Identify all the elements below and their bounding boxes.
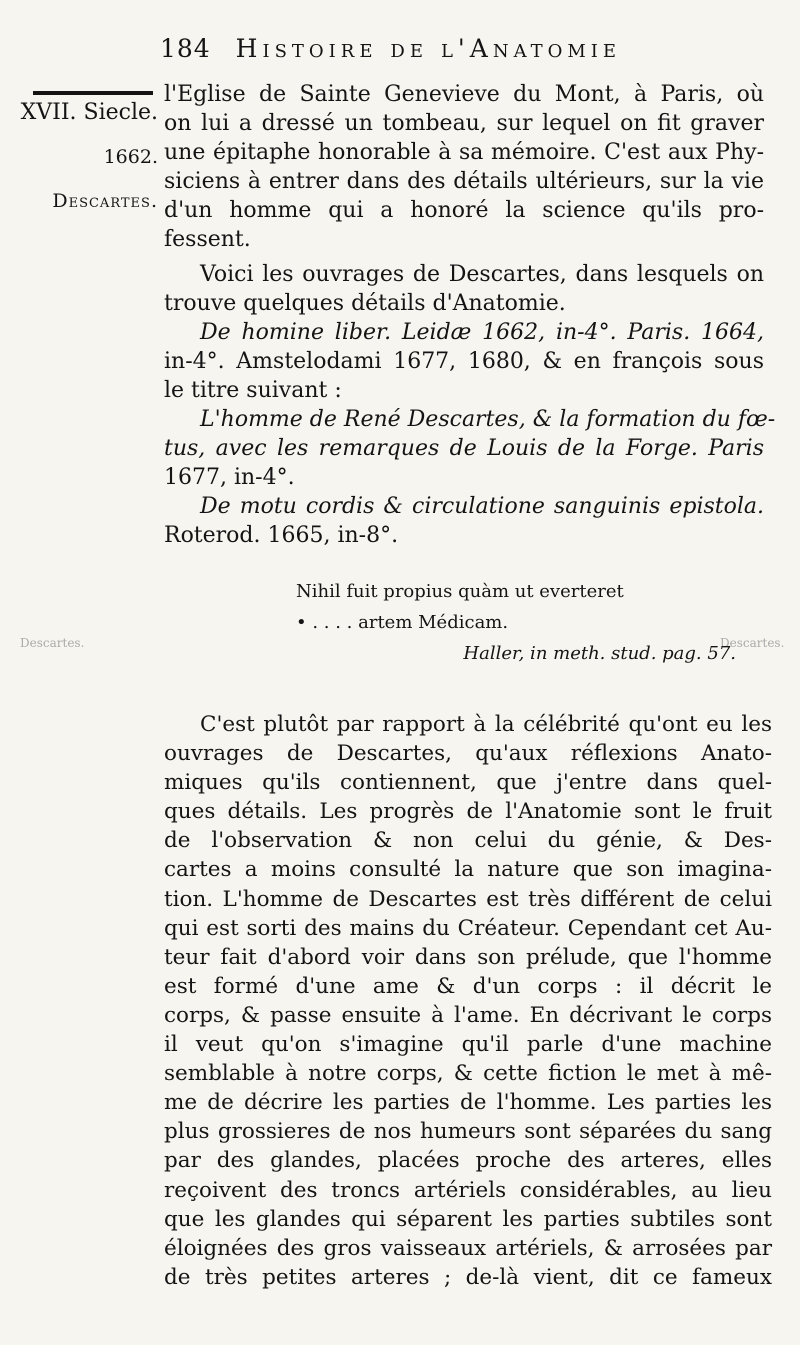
- work-line: 1677, in-4°.: [164, 465, 295, 490]
- paragraph-2: [164, 260, 764, 318]
- text-line: il veut qu'on s'imagine qu'il parle d'une machine: [164, 1032, 772, 1058]
- running-title: Histoire de l'Anatomie: [235, 34, 622, 63]
- text-line: C'est plutôt par rapport à la célébrité qu'ont eu les: [200, 712, 772, 737]
- works-list: [164, 318, 776, 550]
- text-line: par des glandes, placées proche des arteres, elles: [164, 1148, 772, 1174]
- text-line: teur fait d'abord voir dans son prélude, que l'homme: [164, 944, 772, 970]
- paragraph-1: [164, 80, 764, 254]
- text-line: de l'observation & non celui du génie, & Des-: [164, 828, 772, 854]
- text-line: ouvrages de Descartes, qu'aux réflexions Anato-: [164, 741, 772, 767]
- work-line: in-4°. Amstelodami 1677, 1680, & en françois sous: [164, 349, 764, 374]
- work-line: De homine liber. Leidæ 1662, in-4°. Paris. 1664,: [200, 320, 764, 345]
- text-line: éloignées des gros vaisseaux artériels, & arrosées par: [164, 1235, 772, 1261]
- text-line: fessent.: [164, 227, 251, 252]
- text-line: plus grossieres de nos humeurs sont séparées du sang: [164, 1119, 772, 1145]
- text-line: Voici les ouvrages de Descartes, dans lesquels on: [200, 262, 764, 287]
- text-line: qui est sorti des mains du Créateur. Cependant cet Au-: [164, 915, 772, 941]
- work-line: Roterod. 1665, in-8°.: [164, 523, 399, 548]
- margin-century: XVII. Siecle.: [20, 100, 158, 125]
- running-header: [160, 34, 780, 63]
- text-line: corps, & passe ensuite à l'ame. En décrivant le corps: [164, 1002, 772, 1028]
- margin-rule: [33, 91, 153, 95]
- text-line: une épitaphe honorable à sa mémoire. C'est aux Phy-: [164, 140, 764, 165]
- epigraph: [296, 576, 736, 669]
- text-line: trouve quelques détails d'Anatomie.: [164, 291, 566, 316]
- text-line: l'Eglise de Sainte Genevieve du Mont, à Paris, où: [164, 82, 764, 107]
- epigraph-source: Haller, in meth. stud. pag. 57.: [463, 643, 736, 664]
- text-line: que les glandes qui séparent les parties subtiles sont: [164, 1206, 772, 1232]
- text-line: d'un homme qui a honoré la science qu'ils pro-: [164, 198, 764, 223]
- main-text: [164, 710, 772, 1292]
- epigraph-line: • . . . . artem Médicam.: [296, 612, 509, 633]
- text-line: tion. L'homme de Descartes est très différent de celui: [164, 886, 772, 912]
- work-line: L'homme de René Descartes, & la formation du fœ-: [200, 407, 776, 432]
- show-through-right: Descartes.: [720, 636, 785, 650]
- text-line: me de décrire les parties de l'homme. Les parties les: [164, 1090, 772, 1116]
- text-line: siciens à entrer dans des détails ultérieurs, sur la vie: [164, 169, 764, 194]
- margin-year: 1662.: [103, 146, 158, 168]
- epigraph-line: Nihil fuit propius quàm ut everteret: [296, 581, 624, 602]
- work-line: le titre suivant :: [164, 378, 342, 403]
- text-line: est formé d'une ame & d'un corps : il décrit le: [164, 973, 772, 999]
- work-line: De motu cordis & circulatione sanguinis epistola.: [200, 494, 764, 519]
- text-line: cartes a moins consulté la nature que son imagina-: [164, 857, 772, 883]
- page-number: 184: [160, 34, 211, 63]
- work-line: tus, avec les remarques de Louis de la Forge. Paris: [164, 436, 764, 461]
- text-line: ques détails. Les progrès de l'Anatomie sont le fruit: [164, 799, 772, 825]
- text-line: reçoivent des troncs artériels considérables, au lieu: [164, 1177, 772, 1203]
- show-through-left: Descartes.: [20, 636, 85, 650]
- text-line: de très petites arteres ; de-là vient, dit ce fameux: [164, 1264, 772, 1290]
- text-line: on lui a dressé un tombeau, sur lequel on fit graver: [164, 111, 764, 136]
- text-line: miques qu'ils contiennent, que j'entre dans quel-: [164, 770, 772, 796]
- text-line: semblable à notre corps, & cette fiction le met à mê-: [164, 1061, 772, 1087]
- margin-author: Descartes.: [52, 190, 158, 212]
